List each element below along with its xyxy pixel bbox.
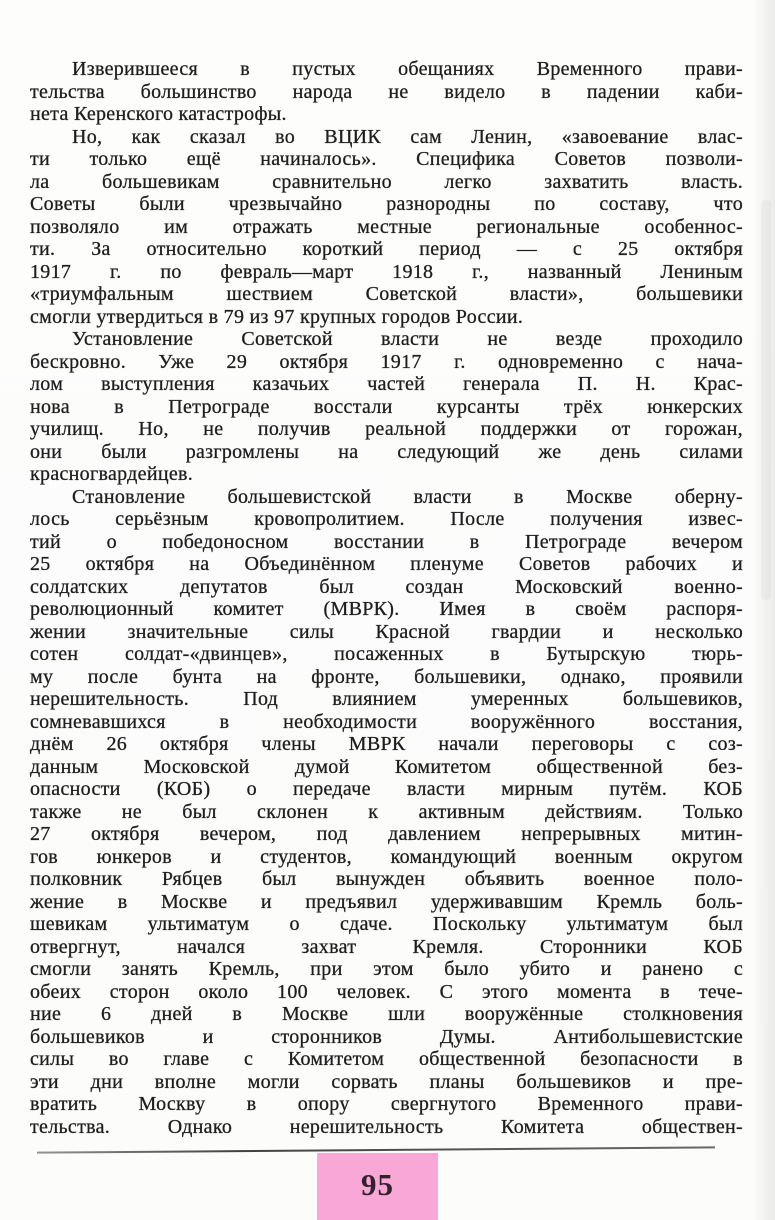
text-line: смогли занять Кремль, при этом было убито и ранено с [30, 958, 743, 980]
text-line: тий о победоносном восстании в Петрограде вечером [30, 530, 743, 553]
text-line: ти. За относительно короткий период — с 25 октября [30, 238, 743, 260]
text-line: отвергнут, начался захват Кремля. Сторонники КОБ [30, 935, 743, 958]
text-line: Установление Советской власти не везде проходило [72, 328, 743, 350]
text-line: ние 6 дней в Москве шли вооружённые столкновения [30, 1003, 743, 1025]
text-line: данным Московской думой Комитетом общественной без- [30, 755, 743, 778]
text-line: полковник Рябцев был вынужден объявить военное поло- [30, 868, 743, 890]
text-line: училищ. Но, не получив реальной поддержки от горожан, [30, 418, 743, 440]
text-line: лось серьёзным кровопролитием. После получения извес- [30, 508, 743, 530]
text-line: ти только ещё начиналось». Специфика Советов позволи- [30, 148, 743, 170]
text-line: солдатских депутатов был создан Московский военно- [30, 575, 743, 598]
text-line: большевиков и сторонников Думы. Антибольшевистские [30, 1025, 743, 1048]
text-line: обеих сторон около 100 человек. С этого момента в тече- [30, 980, 743, 1003]
text-line: нета Керенского катастрофы. [30, 103, 287, 125]
text-line: тельства. Однако нерешительность Комитета обществен- [30, 1115, 743, 1138]
text-line: Советы были чрезвычайно разнородны по составу, что [30, 193, 743, 215]
text-line: нерешительность. Под влиянием умеренных большевиков, [30, 688, 743, 710]
text-line: 25 октября на Объединённом пленуме Советов рабочих и [30, 553, 743, 575]
text-line: сомневавшихся в необходимости вооружённого восстания, [30, 710, 743, 733]
text-line: они были разгромлены на следующий же день силами [30, 440, 743, 463]
text-line: му после бунта на фронте, большевики, однако, проявили [30, 665, 743, 688]
text-line: эти дни вполне могли сорвать планы большевиков и пре- [30, 1070, 743, 1093]
text-line: также не был склонен к активным действиям. Только [30, 800, 743, 823]
text-line: смогли утвердиться в 79 из 97 крупных городов России. [30, 305, 524, 328]
text-line: тельства большинство народа не видело в падении каби- [30, 80, 743, 103]
scan-edge-shadow [751, 0, 775, 1220]
text-line: 27 октября вечером, под давлением непрерывных митин- [30, 823, 743, 845]
text-line: Изверившееся в пустых обещаниях Временного прави- [72, 58, 743, 80]
scan-shadow-strip [761, 200, 771, 600]
page-text [30, 58, 743, 1138]
text-line: Но, как сказал во ВЦИК сам Ленин, «завоевание влас- [72, 125, 743, 148]
text-line: революционный комитет (МВРК). Имея в своём распоря- [30, 598, 743, 620]
text-line: Становление большевистской власти в Москве оберну- [72, 485, 743, 508]
page-number: 95 [361, 1166, 394, 1202]
text-line: жение в Москве и предъявил удерживавшим Кремль боль- [30, 890, 743, 913]
text-line: днём 26 октября члены МВРК начали переговоры с соз- [30, 733, 743, 755]
text-line: шевикам ультиматум о сдаче. Поскольку ультиматум был [30, 913, 743, 935]
text-line: красногвардейцев. [30, 463, 194, 485]
page-number-badge [317, 1153, 438, 1220]
text-line: 1917 г. по февраль—март 1918 г., названный Лениным [30, 260, 743, 283]
text-line: нова в Петрограде восстали курсанты трёх юнкерских [30, 395, 743, 418]
text-line: «триумфальным шествием Советской власти», большевики [30, 283, 743, 305]
text-line: сотен солдат-«двинцев», посаженных в Бутырскую тюрь- [30, 643, 743, 665]
text-line: жении значительные силы Красной гвардии и несколько [30, 620, 743, 643]
text-line: лом выступления казачьих частей генерала П. Н. Крас- [30, 373, 743, 395]
text-line: гов юнкеров и студентов, командующий военным округом [30, 845, 743, 868]
text-line: вратить Москву в опору свергнутого Временного прави- [30, 1093, 743, 1115]
text-line: опасности (КОБ) о передаче власти мирным путём. КОБ [30, 778, 743, 800]
text-line: позволяло им отражать местные региональные особеннос- [30, 215, 743, 238]
text-line: ла большевикам сравнительно легко захватить власть. [30, 170, 743, 193]
text-line: силы во главе с Комитетом общественной безопасности в [30, 1048, 743, 1070]
text-line: бескровно. Уже 29 октября 1917 г. одновременно с нача- [30, 350, 743, 373]
